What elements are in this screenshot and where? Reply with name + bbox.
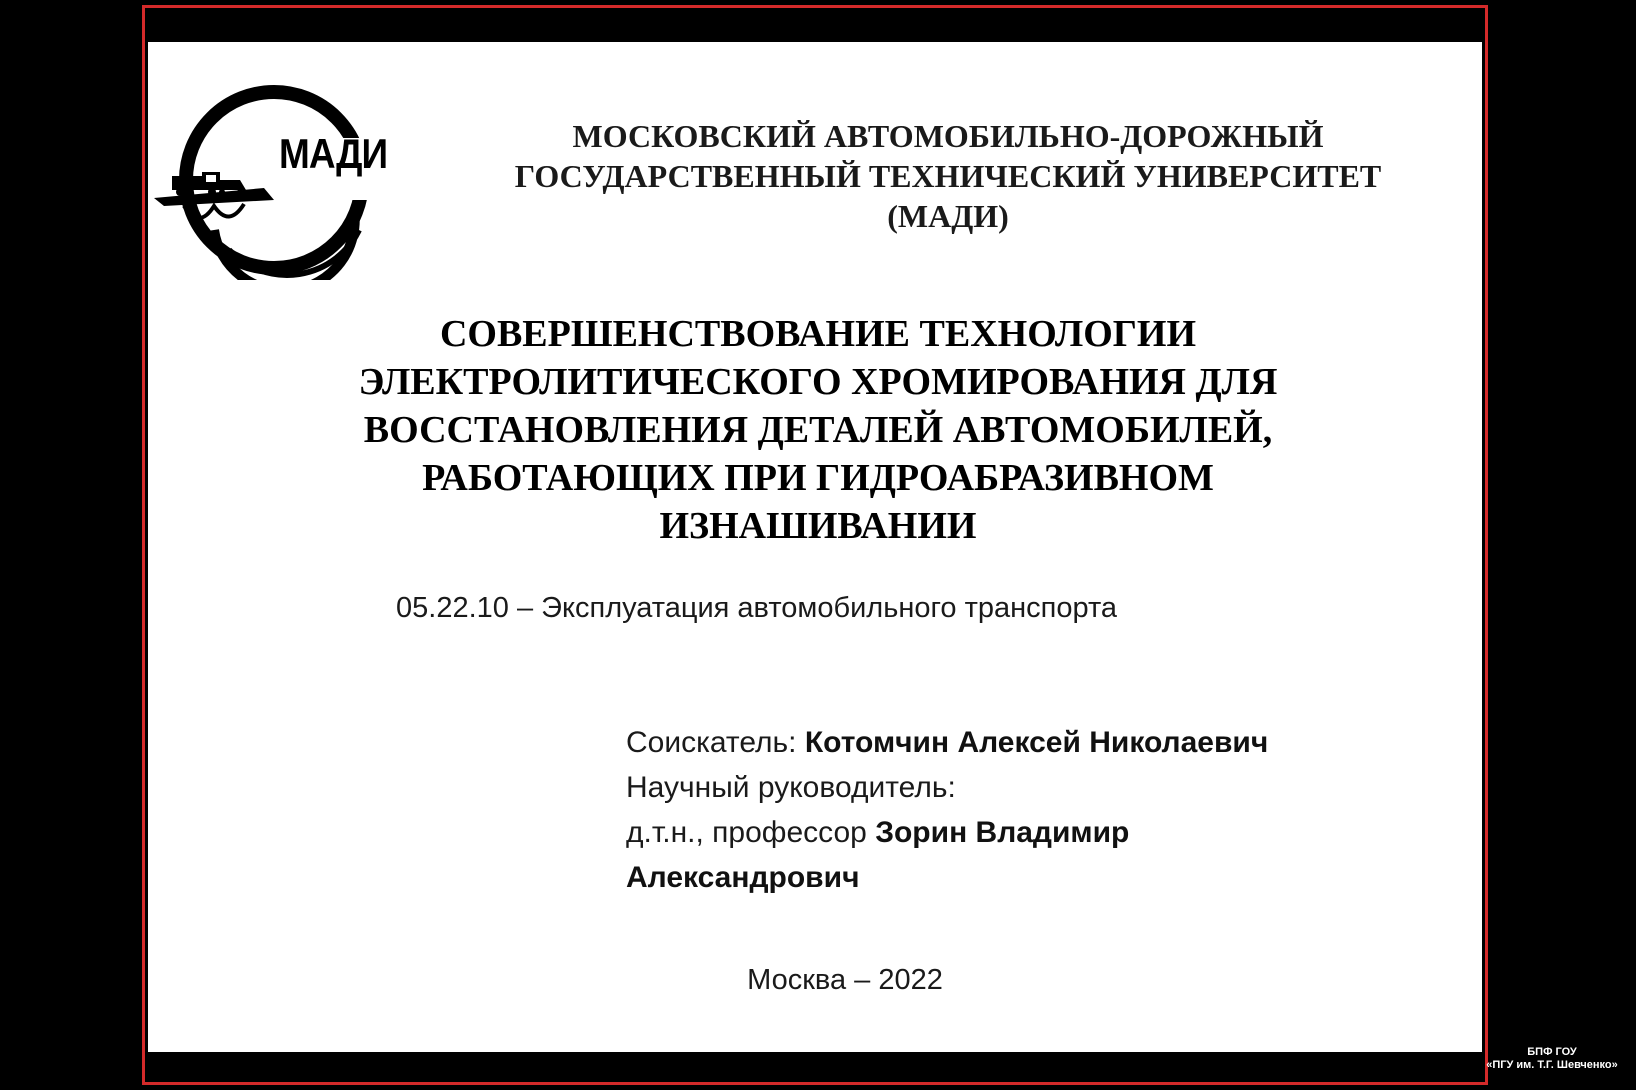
madi-logo-emblem-icon	[154, 80, 394, 280]
supervisor-name: Зорин Владимир	[875, 816, 1130, 849]
people-block	[626, 720, 1446, 900]
presentation-slide	[148, 42, 1482, 1052]
watermark-line: «ПГУ им. Т.Г. Шевченко»	[1486, 1059, 1618, 1071]
supervisor-patronymic: Александрович	[626, 861, 860, 894]
title-line: ВОССТАНОВЛЕНИЯ ДЕТАЛЕЙ АВТОМОБИЛЕЙ,	[363, 409, 1273, 451]
university-line: (МАДИ)	[887, 198, 1009, 234]
thesis-title	[288, 310, 1348, 550]
university-name	[448, 116, 1448, 236]
specialty-code: 05.22.10 – Эксплуатация автомобильного транспорта	[396, 592, 1118, 624]
university-line: МОСКОВСКИЙ АВТОМОБИЛЬНО-ДОРОЖНЫЙ	[572, 118, 1324, 154]
university-line: ГОСУДАРСТВЕННЫЙ ТЕХНИЧЕСКИЙ УНИВЕРСИТЕТ	[514, 158, 1382, 194]
title-line: ЭЛЕКТРОЛИТИЧЕСКОГО ХРОМИРОВАНИЯ ДЛЯ	[358, 361, 1278, 403]
applicant-name: Котомчин Алексей Николаевич	[804, 726, 1269, 759]
supervisor-label: Научный руководитель:	[626, 771, 956, 804]
title-line: ИЗНАШИВАНИИ	[659, 505, 977, 547]
applicant-label: Соискатель:	[626, 726, 805, 759]
supervisor-line	[626, 810, 1446, 855]
logo-text: МАДИ	[279, 130, 388, 177]
title-line: РАБОТАЮЩИХ ПРИ ГИДРОАБРАЗИВНОМ	[422, 457, 1214, 499]
city-year: Москва – 2022	[747, 964, 943, 996]
supervisor-line-2	[626, 855, 1446, 900]
watermark-line: БПФ ГОУ	[1527, 1046, 1577, 1058]
applicant-line	[626, 720, 1446, 765]
supervisor-title: д.т.н., профессор	[626, 816, 876, 849]
video-frame	[142, 5, 1488, 1085]
madi-logo	[154, 80, 394, 280]
title-line: СОВЕРШЕНСТВОВАНИЕ ТЕХНОЛОГИИ	[439, 313, 1197, 355]
broadcaster-watermark	[1468, 1046, 1636, 1072]
